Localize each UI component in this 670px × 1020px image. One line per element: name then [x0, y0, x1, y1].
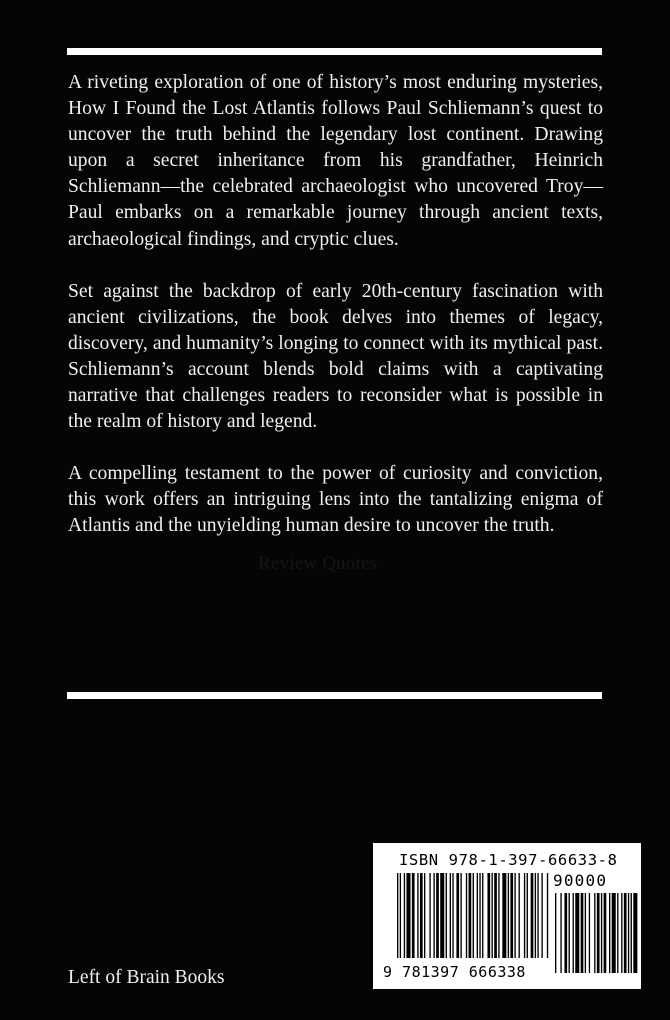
blurb-paragraph-3: A compelling testament to the power of curiosity and conviction, this work offers an intriguing lens into the tantalizing enigma of Atlantis and the unyielding human desire to uncover the truth. — [68, 463, 603, 537]
barcode-bar — [429, 873, 430, 958]
addon-bar — [601, 893, 602, 973]
addon-bar — [575, 893, 579, 973]
barcode-bar — [469, 873, 472, 958]
addon-bar — [612, 893, 616, 973]
barcode-bar — [452, 873, 453, 958]
barcode-bar — [541, 873, 542, 958]
top-divider — [67, 48, 602, 55]
barcode-bar — [404, 873, 405, 958]
barcode-bar — [436, 873, 439, 958]
barcode-bar — [508, 873, 509, 958]
addon-bar — [589, 893, 590, 973]
blurb-paragraph-2: Set against the backdrop of early 20th-century fascination with ancient civilizations, the book delves into themes of legacy, discovery, and humanity’s longing to connect with its mythical past. Schliemann’s account blends bold claims with a captivating narrative that challenges readers to reconsider what is possible in the realm of history and legend. — [68, 280, 603, 433]
barcode-bar — [535, 873, 536, 958]
barcode-main-bars — [397, 873, 548, 958]
addon-bar — [631, 893, 632, 973]
barcode-bar — [479, 873, 480, 958]
review-quotes-placeholder: Review Quotes — [258, 553, 378, 574]
barcode-bar — [482, 873, 483, 958]
addon-bar — [628, 893, 629, 973]
addon-bar — [617, 893, 618, 973]
barcode-bar — [440, 873, 444, 958]
addon-bar — [604, 893, 607, 973]
barcode-bar — [424, 873, 425, 958]
barcode-bar — [397, 873, 398, 958]
publisher-name: Left of Brain Books — [68, 967, 225, 988]
addon-bar — [594, 893, 595, 973]
barcode-bar — [477, 873, 478, 958]
bottom-divider — [67, 692, 602, 699]
addon-bar — [581, 893, 584, 973]
barcode-bar — [524, 873, 525, 958]
ean-digits: 9 781397 666338 — [383, 963, 526, 981]
blurb-paragraph-1: A riveting exploration of one of history’s most enduring mysteries, How I Found the Lost Atlantis follows Paul Schliemann’s quest to uncover the truth behind the legendary lost continent. Drawing upon a secret inheritance from his grandfather, Heinrich Schliemann—the celebrated archaeologist who uncovered Troy—Paul embarks on a remarkable journey through ancient texts, archaeological findings, and cryptic clues. — [68, 72, 603, 250]
barcode-bar — [527, 873, 528, 958]
barcode-bar — [492, 873, 493, 958]
addon-bar — [624, 893, 627, 973]
addon-bar — [609, 893, 610, 973]
barcode-bar — [417, 873, 418, 958]
barcode-bar — [502, 873, 506, 958]
barcode-bar — [466, 873, 467, 958]
addon-bar — [573, 893, 574, 973]
barcode-bar — [487, 873, 490, 958]
addon-bar — [621, 893, 622, 973]
barcode-bar — [420, 873, 423, 958]
barcode-bar — [519, 873, 520, 958]
addon-bar — [560, 893, 561, 973]
barcode-bar — [510, 873, 513, 958]
barcode-bar — [547, 873, 548, 958]
barcode-addon-bars — [555, 893, 637, 973]
barcode-bar — [433, 873, 434, 958]
addon-bar — [585, 893, 586, 973]
barcode-bar — [406, 873, 410, 958]
price-addon: 90000 — [553, 871, 608, 890]
barcode-bar — [450, 873, 451, 958]
barcode-bar — [460, 873, 461, 958]
addon-bar — [569, 893, 570, 973]
barcode-bar — [494, 873, 497, 958]
isbn-label: ISBN 978-1-397-66633-8 — [399, 851, 618, 869]
barcode-bar — [498, 873, 499, 958]
barcode-bar — [537, 873, 538, 958]
addon-bar — [555, 893, 556, 973]
barcode-bar — [473, 873, 474, 958]
addon-bar — [633, 893, 637, 973]
back-cover-blurb — [68, 70, 603, 540]
barcode-bar — [514, 873, 515, 958]
isbn-barcode — [373, 843, 641, 989]
barcode-bar — [456, 873, 459, 958]
barcode-bar — [446, 873, 447, 958]
barcode-bar — [400, 873, 401, 958]
addon-bar — [564, 893, 567, 973]
barcode-bar — [531, 873, 534, 958]
addon-bar — [597, 893, 600, 973]
barcode-bar — [412, 873, 415, 958]
